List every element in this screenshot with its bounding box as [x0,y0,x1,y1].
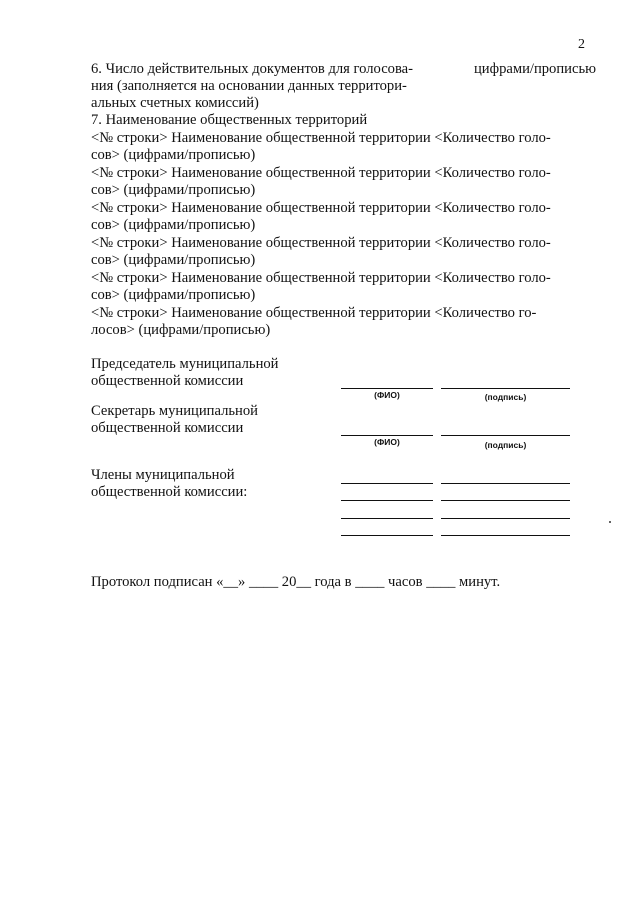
members-label-line2: общественной комиссии: [91,484,248,500]
section6-line3: альных счетных комиссий) [91,95,259,111]
secretary-fio-caption: (ФИО) [374,437,400,447]
territory-row-3-line2: сов> (цифрами/прописью) [91,217,256,233]
member-fio-line [341,483,433,484]
section6-line1: 6. Число действительных документов для голосова- [91,61,414,77]
secretary-signature-caption: (подпись) [484,440,527,450]
territory-row-2-line1: <№ строки> Наименование общественной территории <Количество голо- [91,165,551,181]
member-signature-line [441,535,570,536]
secretary-label-line2: общественной комиссии [91,420,244,436]
member-fio-line [341,500,433,501]
territory-row-6-line1: <№ строки> Наименование общественной территории <Количество го- [91,305,537,321]
territory-row-1-line1: <№ строки> Наименование общественной территории <Количество голо- [91,130,551,146]
territory-row-1-line2: сов> (цифрами/прописью) [91,147,256,163]
territory-row-4-line1: <№ строки> Наименование общественной территории <Количество голо- [91,235,551,251]
member-fio-line [341,535,433,536]
chairman-label-line2: общественной комиссии [91,373,244,389]
secretary-fio-line [341,435,433,436]
territory-row-3-line1: <№ строки> Наименование общественной территории <Количество голо- [91,200,551,216]
territory-row-2-line2: сов> (цифрами/прописью) [91,182,256,198]
section6-line2: ния (заполняется на основании данных территори- [91,78,407,94]
member-signature-line [441,518,570,519]
member-fio-line [341,518,433,519]
stray-mark [609,521,611,523]
chairman-signature-line [441,388,570,389]
protocol-signed-line: Протокол подписан «__» ____ 20__ года в ____ часов ____ минут. [91,574,501,590]
territory-row-5-line2: сов> (цифрами/прописью) [91,287,256,303]
territory-row-5-line1: <№ строки> Наименование общественной территории <Количество голо- [91,270,551,286]
member-signature-line [441,500,570,501]
territory-row-6-line2: лосов> (цифрами/прописью) [91,322,271,338]
section7-title: 7. Наименование общественных территорий [91,112,368,128]
chairman-signature-caption: (подпись) [484,392,527,402]
chairman-fio-caption: (ФИО) [374,390,400,400]
members-label-line1: Члены муниципальной [91,467,235,483]
territory-row-4-line2: сов> (цифрами/прописью) [91,252,256,268]
section6-value-label: цифрами/прописью [474,61,597,77]
page-number: 2 [578,37,585,52]
chairman-label-line1: Председатель муниципальной [91,356,279,372]
secretary-label-line1: Секретарь муниципальной [91,403,258,419]
secretary-signature-line [441,435,570,436]
chairman-fio-line [341,388,433,389]
member-signature-line [441,483,570,484]
